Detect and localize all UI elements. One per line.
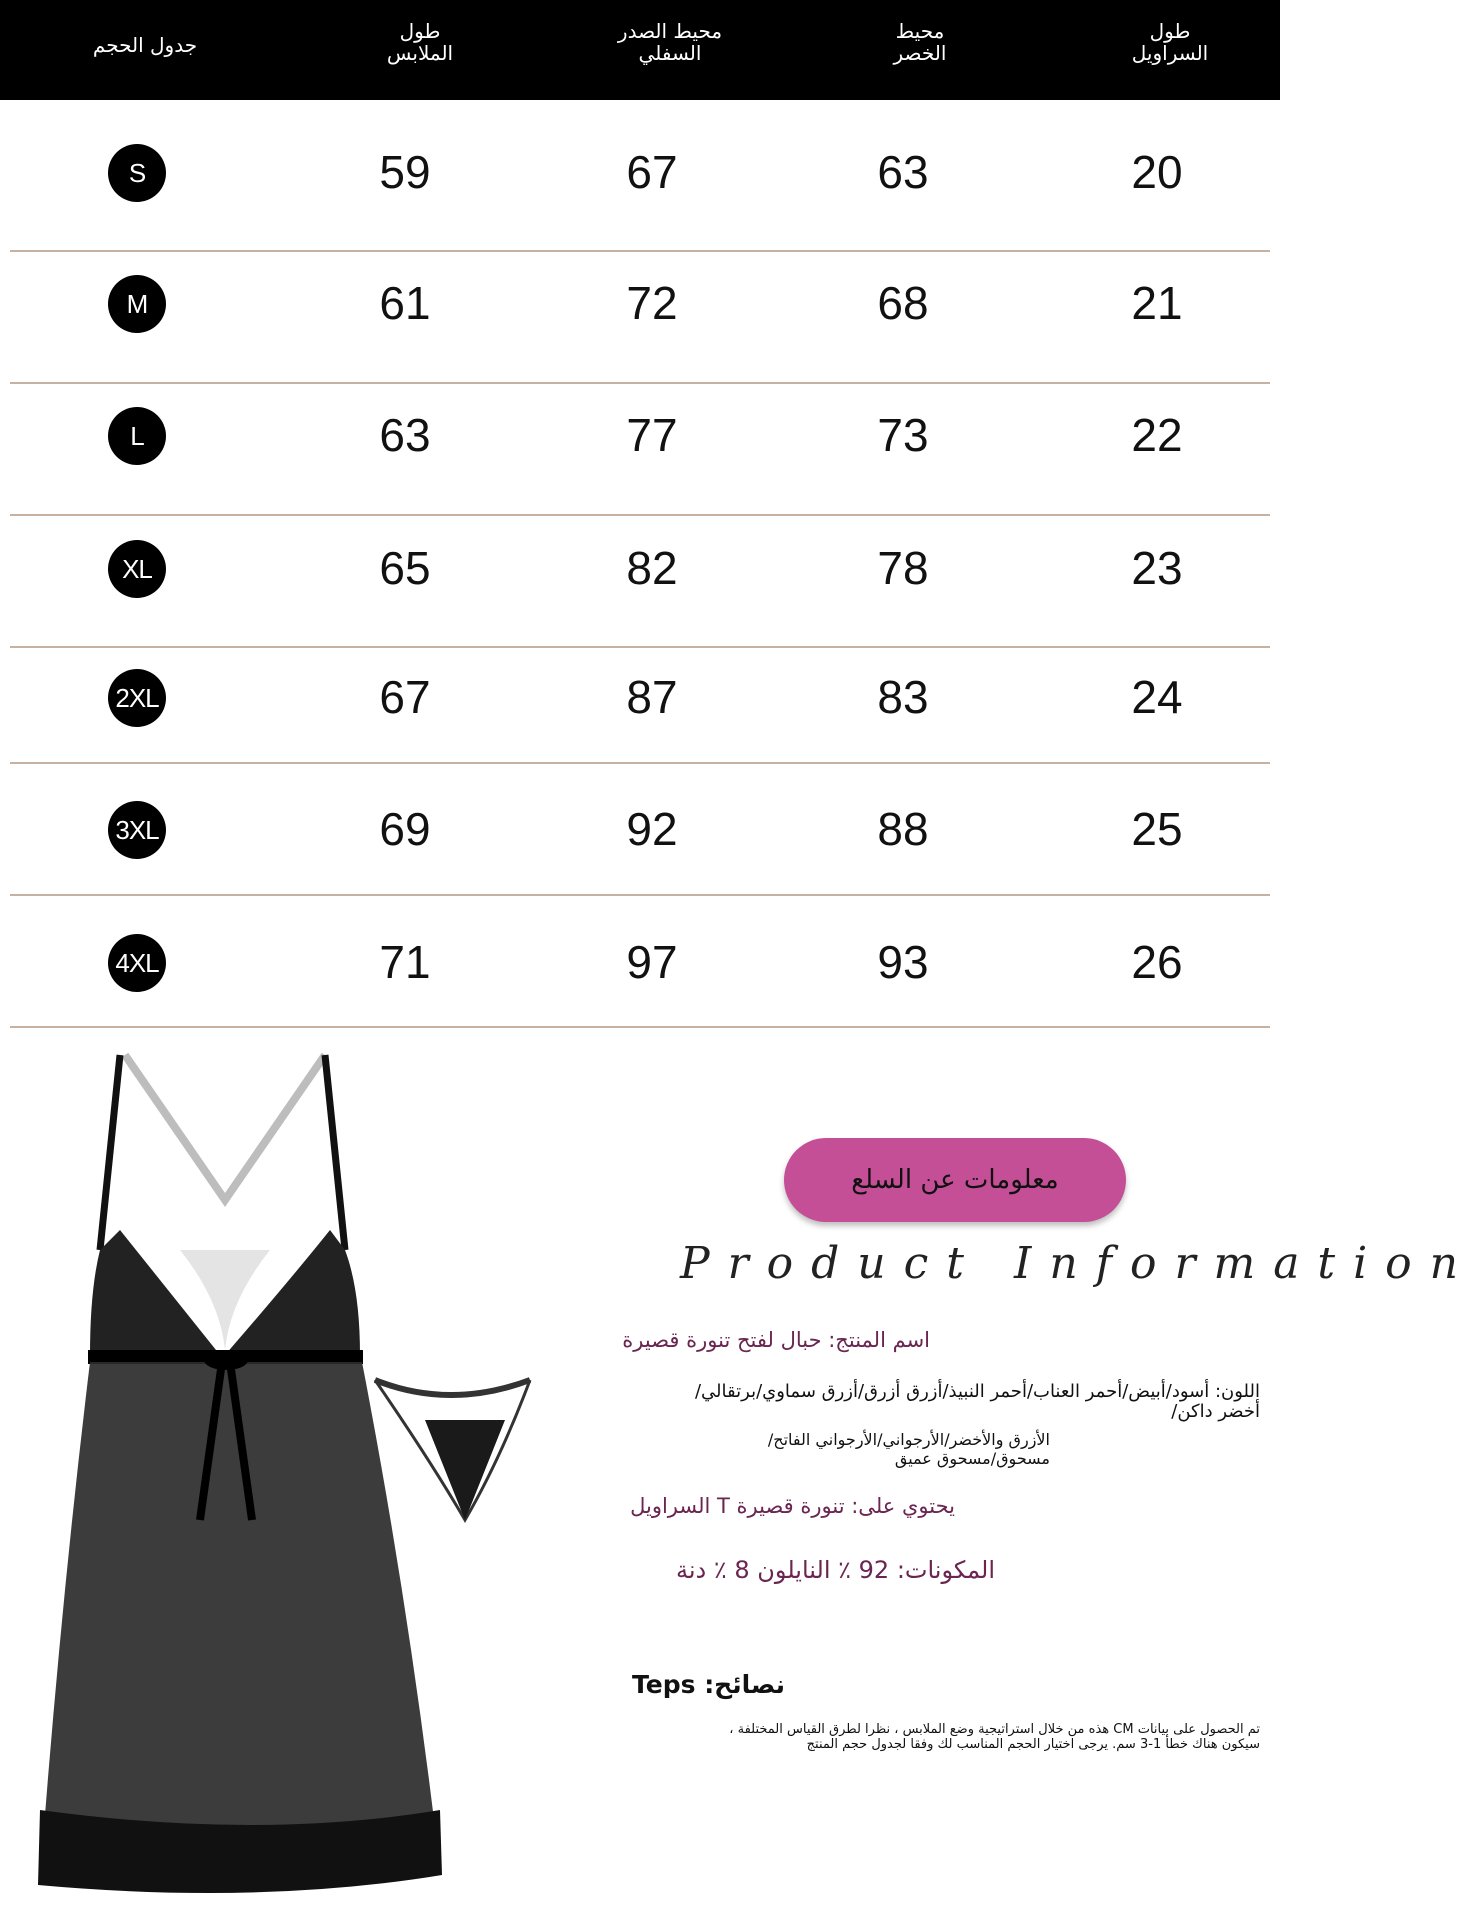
tips-text (620, 1722, 1260, 1752)
header-label-line: السراويل (1131, 41, 1209, 65)
header-label-line: الخصر (893, 41, 947, 65)
size-badge: S (108, 144, 166, 202)
table-cell: 93 (877, 936, 929, 988)
table-cell: 67 (626, 146, 678, 198)
tips-line: تم الحصول على بيانات CM هذه من خلال استراتيجية وضع الملابس ، نظرا لطرق القياس المختلفة ، (729, 1722, 1260, 1737)
product-information-script-title: Product Information (680, 1238, 1476, 1289)
size-chart-title: جدول الحجم (92, 33, 198, 57)
header-clothing-length (350, 20, 490, 64)
row-separator (10, 382, 1270, 384)
table-cell: 73 (877, 409, 929, 461)
row-separator (10, 1026, 1270, 1028)
table-cell: 26 (1131, 936, 1183, 988)
table-cell: 20 (1131, 146, 1183, 198)
table-cell: 59 (379, 146, 431, 198)
table-cell: 92 (626, 803, 678, 855)
table-cell: 61 (379, 277, 431, 329)
size-badge: M (108, 275, 166, 333)
table-cell: 25 (1131, 803, 1183, 855)
table-cell: 72 (626, 277, 678, 329)
product-contents: يحتوي على: تنورة قصيرة T السراويل (630, 1494, 955, 1518)
row-separator (10, 646, 1270, 648)
table-cell: 87 (626, 671, 678, 723)
header-pants-length (1100, 20, 1240, 64)
tips-title: نصائح: Teps (632, 1670, 785, 1699)
product-colors (620, 1382, 1260, 1422)
colors-line: أخضر داكن/ (1171, 1401, 1260, 1422)
table-cell: 83 (877, 671, 929, 723)
header-label-line: طول (1149, 19, 1191, 43)
table-cell: 63 (877, 146, 929, 198)
size-chart-header (0, 0, 1280, 100)
header-bust (590, 20, 750, 64)
product-image (30, 1050, 610, 1910)
table-cell: 68 (877, 277, 929, 329)
product-ingredients: المكونات: 92 ٪ النايلون 8 ٪ دنة (676, 1556, 995, 1584)
table-cell: 78 (877, 542, 929, 594)
colors-line: الأزرق والأخضر/الأرجواني/الأرجواني الفاتح/ (767, 1430, 1050, 1449)
product-name: اسم المنتج: حبال لفتح تنورة قصيرة (622, 1328, 930, 1352)
size-badge: L (108, 407, 166, 465)
row-separator (10, 250, 1270, 252)
product-colors-extra (700, 1430, 1050, 1468)
table-cell: 23 (1131, 542, 1183, 594)
table-cell: 97 (626, 936, 678, 988)
table-cell: 77 (626, 409, 678, 461)
size-badge: 3XL (108, 801, 166, 859)
tips-line: سيكون هناك خطأ 1-3 سم. يرجى اختيار الحجم المناسب لك وفقا لجدول حجم المنتج (806, 1737, 1260, 1752)
table-cell: 71 (379, 936, 431, 988)
row-separator (10, 514, 1270, 516)
size-badge: 4XL (108, 934, 166, 992)
table-cell: 22 (1131, 409, 1183, 461)
row-separator (10, 762, 1270, 764)
size-badge: 2XL (108, 669, 166, 727)
colors-line: مسحوق/مسحوق عميق (894, 1449, 1050, 1468)
header-label-line: محيط (895, 19, 945, 43)
table-cell: 63 (379, 409, 431, 461)
header-label-line: محيط الصدر (617, 19, 723, 43)
colors-line: اللون: أسود/أبيض/أحمر العناب/أحمر النبيذ/أزرق أزرق/أزرق سماوي/برتقالي/ (694, 1381, 1260, 1402)
table-cell: 21 (1131, 277, 1183, 329)
size-badge: XL (108, 540, 166, 598)
header-label-line: الملابس (386, 41, 454, 65)
table-cell: 65 (379, 542, 431, 594)
table-cell: 24 (1131, 671, 1183, 723)
header-waist (850, 20, 990, 64)
table-cell: 82 (626, 542, 678, 594)
table-cell: 88 (877, 803, 929, 855)
table-cell: 67 (379, 671, 431, 723)
product-info-button[interactable]: معلومات عن السلع (784, 1138, 1126, 1222)
row-separator (10, 894, 1270, 896)
table-cell: 69 (379, 803, 431, 855)
header-label-line: طول (399, 19, 441, 43)
header-label-line: السفلي (638, 41, 702, 65)
